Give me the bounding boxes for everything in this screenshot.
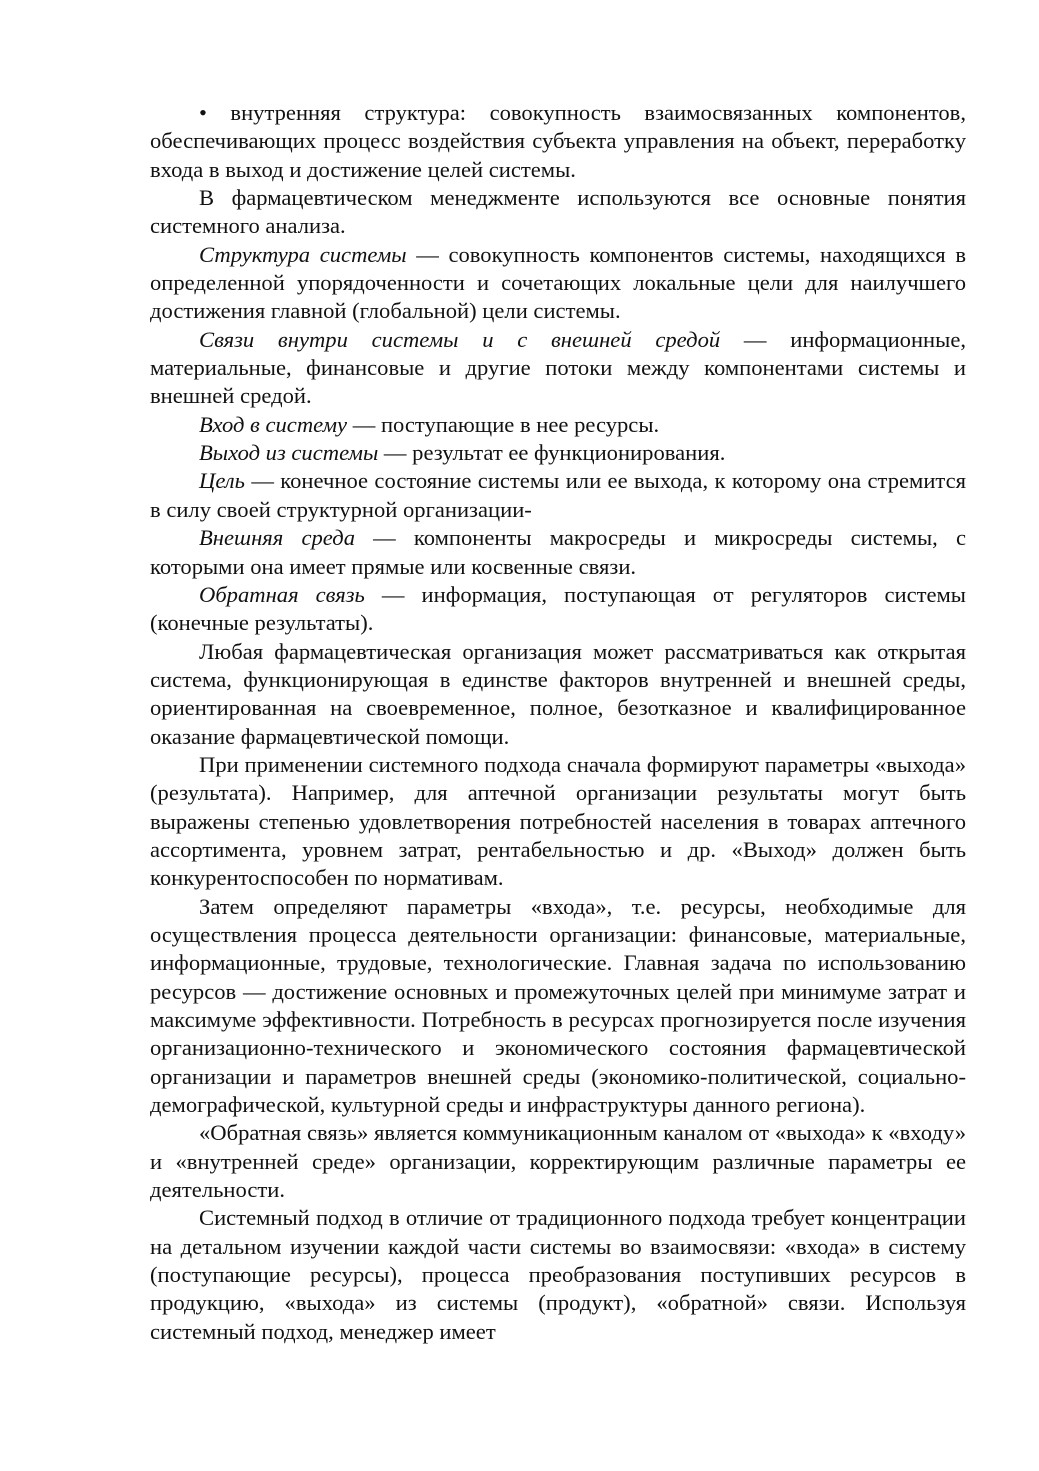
term: Цель — [199, 468, 245, 494]
paragraph-input-parameters — [150, 893, 966, 1120]
definition-feedback — [150, 581, 966, 638]
definition-goal — [150, 467, 966, 524]
definition-system-input — [150, 411, 966, 439]
definition-text: — конечное состояние системы или ее выхода, к которому она стремится в силу своей структурной организации- — [150, 468, 966, 522]
paragraph-system-approach — [150, 1204, 966, 1346]
definition-system-links — [150, 326, 966, 411]
definition-system-structure — [150, 241, 966, 326]
paragraph-text: «Обратная связь» является коммуникационным каналом от «выхода» к «входу» и «внутренней среде» организации, корректирующим различные параметры ее деятельности. — [150, 1120, 966, 1203]
term: Структура системы — [199, 241, 407, 267]
definition-system-output — [150, 439, 966, 467]
document-page — [150, 99, 966, 1346]
paragraph-internal-structure — [150, 99, 966, 184]
paragraph-text: • внутренняя структура: совокупность взаимосвязанных компонентов, обеспечивающих процесс воздействия субъекта управления на объект, переработку входа в выход и достижение целей системы. — [150, 100, 966, 182]
definition-text: — результат ее функционирования. — [378, 440, 726, 466]
paragraph-feedback-channel — [150, 1119, 966, 1204]
definition-text: — компоненты макросреды и микросреды системы, с которыми она имеет прямые или косвенные связи. — [150, 525, 966, 579]
paragraph-open-system — [150, 638, 966, 751]
paragraph-text: Затем определяют параметры «входа», т.е. ресурсы, необходимые для осуществления процесса деятельности организации: финансовые, материальные, информационные, трудовые, технологические. Главная задача по использованию ресурсов — достижение основных и промежуточных целей при минимуме затрат и максимуме эффективности. Потребность в ресурсах прогнозируется после изучения организационно-технического и экономического состояния фармацевтической организации и параметров внешней среды (экономико-политической, социально-демографической, культурной среды и инфраструктуры данного региона). — [150, 893, 966, 1118]
term: Вход в систему — [199, 411, 348, 437]
paragraph-text: При применении системного подхода сначала формируют параметры «выхода» (результата). Например, для аптечной организации результаты могут быть выражены степенью удовлетворения потребностей населения в товарах аптечного ассортимента, уровнем затрат, рентабельностью и др. «Выход» должен быть конкурентоспособен по нормативам. — [150, 751, 966, 891]
definition-text: — поступающие в нее ресурсы. — [347, 411, 660, 437]
paragraph-text: Любая фармацевтическая организация может рассматриваться как открытая система, функционирующая в единстве факторов внутренней и внешней среды, ориентированная на своевременное, полное, безотказное и квалифицированное оказание фармацевтической помощи. — [150, 638, 966, 749]
paragraph-basic-concepts — [150, 184, 966, 241]
definition-text: — информация, поступающая от регуляторов системы (конечные результаты). — [150, 581, 966, 636]
term: Внешняя среда — [199, 525, 355, 551]
paragraph-output-parameters — [150, 751, 966, 893]
paragraph-text: В фармацевтическом менеджменте используются все основные понятия системного анализа. — [150, 185, 966, 239]
term: Обратная связь — [199, 581, 365, 607]
term: Выход из системы — [199, 440, 379, 466]
definition-text: — информационные, материальные, финансовые и другие потоки между компонентами системы и внешней средой. — [150, 326, 966, 409]
definition-text: — совокупность компонентов системы, находящихся в определенной упорядоченности и сочетающих локальные цели для наилучшего достижения главной (глобальной) цели системы. — [150, 241, 966, 324]
definition-external-environment — [150, 524, 966, 581]
paragraph-text: Системный подход в отличие от традиционного подхода требует концентрации на детальном изучении каждой части системы во взаимосвязи: «входа» в систему (поступающие ресурсы), процесса преобразования поступивших ресурсов в продукцию, «выхода» из системы (продукт), «обратной» связи. Используя системный подход, менеджер имеет — [150, 1205, 966, 1344]
term: Связи внутри системы и с внешней средой — [199, 326, 721, 352]
